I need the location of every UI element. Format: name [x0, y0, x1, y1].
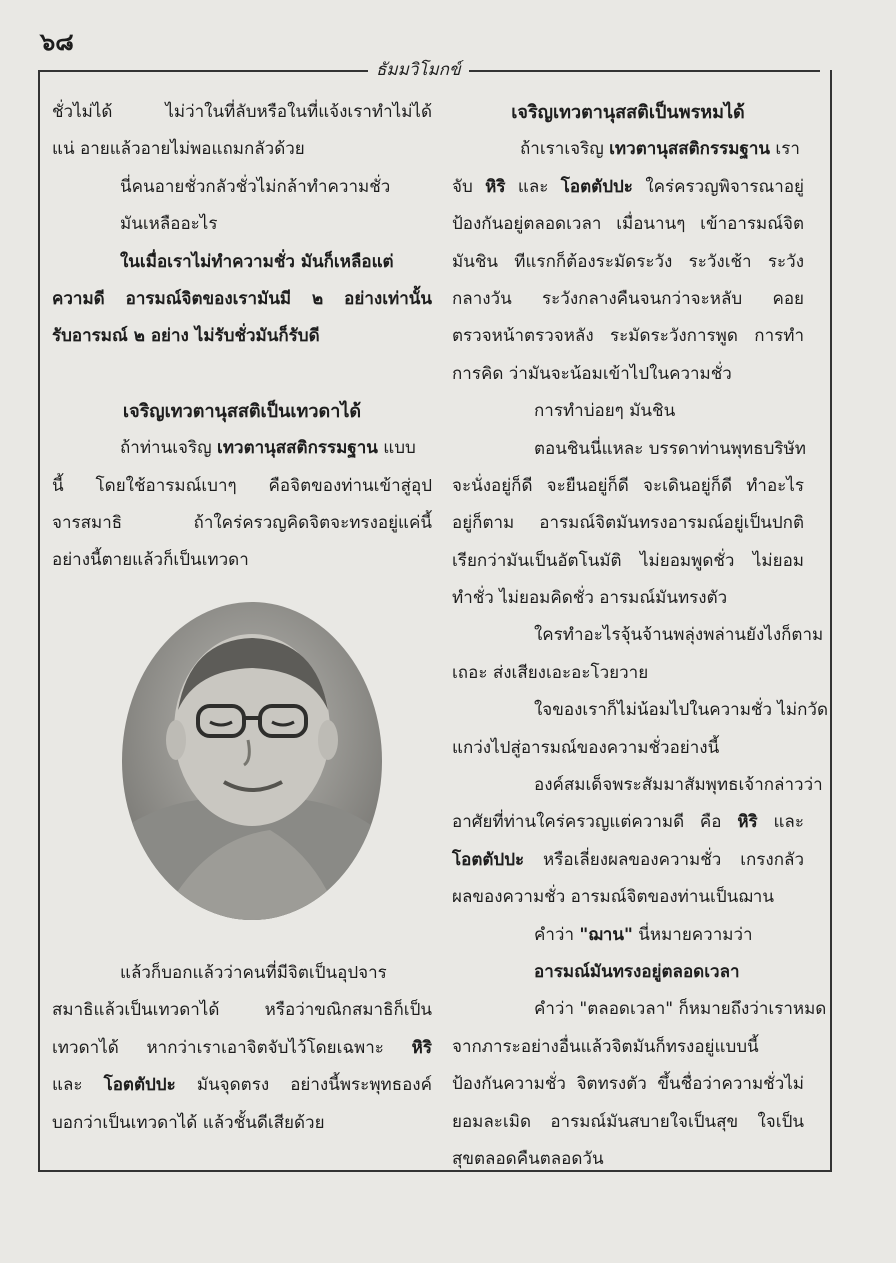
text-line: บอกว่าเป็นเทวดาได้ แล้วชั้นดีเสียด้วย: [52, 1112, 325, 1133]
text-line: จะนั่งอยู่ก็ดี จะยืนอยู่ก็ดี จะเดินอยู่ก็ดี ทำอะไร: [452, 475, 804, 496]
text-line: องค์สมเด็จพระสัมมาสัมพุทธเจ้ากล่าวว่า: [534, 775, 823, 796]
text-line: มันเหลืออะไร: [120, 214, 218, 235]
text-line: แน่ อายแล้วอายไม่พอแถมกลัวด้วย: [52, 139, 305, 160]
text-line: คำว่า "ตลอดเวลา" ก็หมายถึงว่าเราหมด: [534, 999, 827, 1020]
text-line: แล้วก็บอกแล้วว่าคนที่มีจิตเป็นอุปจาร: [120, 963, 387, 983]
text-line: นี่คนอายชั่วกลัวชั่วไม่กล้าทำความชั่ว: [120, 176, 391, 197]
left-column-bottom: [52, 955, 432, 1142]
text-line: ถ้าเราเจริญ เทวตานุสสติกรรมฐาน เรา: [520, 139, 800, 160]
text-line: ถ้าท่านเจริญ เทวตานุสสติกรรมฐาน แบบ: [120, 438, 416, 459]
running-title: ธัมมวิโมกข์: [368, 56, 469, 83]
text-line: กลางวัน ระวังกลางคืนจนกว่าจะหลับ คอย: [452, 288, 804, 309]
text-line: และ โอตตัปปะ มันจุดตรง อย่างนี้พระพุทธองค์: [52, 1075, 432, 1096]
text-line: แกว่งไปสู่อารมณ์ของความชั่วอย่างนี้: [452, 737, 720, 758]
text-line: ชั่วไม่ได้ ไม่ว่าในที่ลับหรือในที่แจ้งเราทำไม่ได้: [52, 102, 432, 122]
text-line: ในเมื่อเราไม่ทำความชั่ว มันก็เหลือแต่: [120, 251, 394, 272]
text-line: มันชิน ทีแรกก็ต้องระมัดระวัง ระวังเช้า ระวัง: [452, 251, 804, 272]
text-line: ความดี อารมณ์จิตของเรามันมี ๒ อย่างเท่านั้น: [52, 288, 432, 309]
text-line: จากภาระอย่างอื่นแล้วจิตมันก็ทรงอยู่แบบนี้: [452, 1036, 759, 1057]
text-line: การคิด ว่ามันจะน้อมเข้าไปในความชั่ว: [452, 363, 732, 384]
text-line: จับ หิริ และ โอตตัปปะ ใคร่ครวญพิจารณาอยู่: [452, 176, 804, 197]
text-line: ตอนชินนี่แหละ บรรดาท่านพุทธบริษัท: [534, 438, 806, 459]
text-line: ป้องกันอยู่ตลอดเวลา เมื่อนานๆ เข้าอารมณ์จิต: [452, 214, 804, 235]
left-column: [52, 94, 432, 580]
text-line: ทำชั่ว ไม่ยอมคิดชั่ว อารมณ์มันทรงตัว: [452, 588, 728, 609]
text-line: เทวดาได้ หากว่าเราเอาจิตจับไว้โดยเฉพาะ หิริ: [52, 1037, 432, 1058]
text-line: เรียกว่ามันเป็นอัตโนมัติ ไม่ยอมพูดชั่ว ไม่ยอม: [452, 550, 804, 571]
text-line: อาศัยที่ท่านใคร่ครวญแต่ความดี คือ หิริ และ: [452, 812, 804, 833]
text-line: นี้ โดยใช้อารมณ์เบาๆ คือจิตของท่านเข้าสู่อุป: [52, 475, 432, 496]
text-line: อยู่ก็ตาม อารมณ์จิตมันทรงอารมณ์อยู่เป็นปกติ: [452, 513, 804, 534]
text-line: อย่างนี้ตายแล้วก็เป็นเทวดา: [52, 550, 249, 571]
text-line: ป้องกันความชั่ว จิตทรงตัว ขึ้นชื่อว่าความชั่วไม่: [452, 1074, 804, 1095]
text-line: สมาธิแล้วเป็นเทวดาได้ หรือว่าขณิกสมาธิก็เป็น: [52, 1000, 432, 1021]
section-heading: เจริญเทวตานุสสติเป็นเทวดาได้: [122, 400, 362, 422]
text-line: รับอารมณ์ ๒ อย่าง ไม่รับชั่วมันก็รับดี: [52, 326, 320, 347]
page-number: ๖๘: [40, 27, 74, 56]
text-line: ใจของเราก็ไม่น้อมไปในความชั่ว ไม่กวัด: [534, 700, 829, 721]
text-line: โอตตัปปะ หรือเลี่ยงผลของความชั่ว เกรงกลัว: [452, 849, 804, 870]
right-column: [452, 94, 829, 1178]
text-line: ใครทำอะไรจุ้นจ้านพลุ่งพล่านยังไงก็ตาม: [534, 625, 824, 646]
text-line: จารสมาธิ ถ้าใคร่ครวญคิดจิตจะทรงอยู่แค่นี้: [52, 512, 432, 533]
text-line: สุขตลอดคืนตลอดวัน: [452, 1148, 604, 1169]
text-line: อารมณ์มันทรงอยู่ตลอดเวลา: [534, 961, 740, 982]
section-heading: เจริญเทวตานุสสติเป็นพรหมได้: [511, 102, 745, 123]
text-line: เถอะ ส่งเสียงเอะอะโวยวาย: [452, 662, 649, 683]
text-line: ยอมละเมิด อารมณ์มันสบายใจเป็นสุข ใจเป็น: [452, 1111, 804, 1132]
monk-portrait-photo: [120, 600, 384, 922]
text-line: ตรวจหน้าตรวจหลัง ระมัดระวังการพูด การทำ: [452, 326, 804, 347]
text-line: ผลของความชั่ว อารมณ์จิตของท่านเป็นฌาน: [452, 887, 774, 908]
text-line: การทำบ่อยๆ มันชิน: [534, 401, 676, 422]
text-line: คำว่า "ฌาน" นี่หมายความว่า: [534, 924, 753, 945]
